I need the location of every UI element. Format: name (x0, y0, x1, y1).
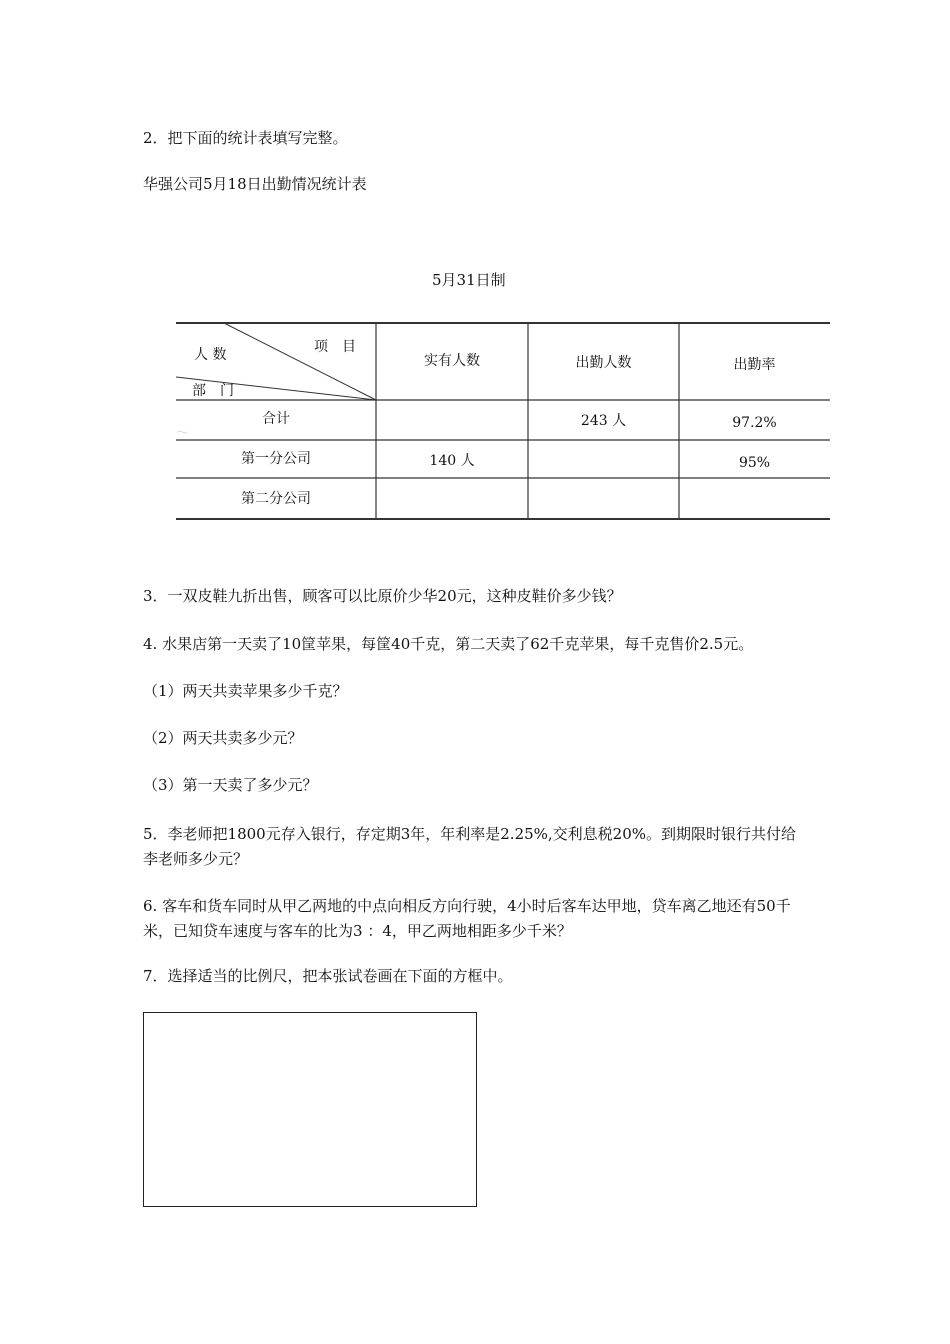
question-4-part-1: （1）两天共卖苹果多少千克？ (143, 682, 348, 700)
header-diag-item: 项 目 (314, 339, 356, 355)
row-total-dept: 合计 (262, 411, 290, 427)
question-4: 4. 水果店第一天卖了10筐苹果，每筐40千克，第二天卖了62千克苹果，每千克售价2.5元。 (143, 635, 754, 653)
row-branch2-dept: 第二分公司 (241, 491, 311, 507)
question-5: 5．李老师把1800元存入银行，存定期3年，年利率是2.25%,交利息税20%。到期限时银行共付给李老师多少元？ (143, 825, 797, 868)
row-total-present: 243 人 (580, 413, 627, 429)
question-4-part-2: （2）两天共卖多少元？ (143, 729, 303, 747)
row-total-rate: 97.2% (732, 415, 777, 431)
header-rate: 出勤率 (733, 357, 776, 373)
row-branch1-actual: 140 人 (429, 453, 475, 469)
question-4-part-3: （3）第一天卖了多少元？ (143, 776, 318, 794)
row-branch1-rate: 95% (738, 455, 771, 471)
header-diag-people: 人 数 (194, 347, 227, 363)
header-present: 出勤人数 (575, 355, 632, 371)
question-3: 3．一双皮鞋九折出售，顾客可以比原价少华20元，这种皮鞋价多少钱？ (143, 587, 622, 605)
header-actual: 实有人数 (424, 353, 480, 369)
q2-prompt: 2．把下面的统计表填写完整。 (143, 129, 348, 147)
bleed-through-ghost: ～ (176, 426, 554, 441)
table-date-note: 5月31日制 (432, 271, 506, 289)
question-6: 6. 客车和货车同时从甲乙两地的中点向相反方向行驶，4小时后客车达甲地，贷车离乙地还有50千米，已知贷车速度与客车的比为3 ：4，甲乙两地相距多少千米？ (143, 897, 791, 940)
attendance-table (176, 322, 830, 520)
row-branch1-dept: 第一分公司 (241, 451, 311, 467)
header-diag-dept: 部 门 (192, 383, 234, 399)
drawing-box[interactable] (143, 1012, 477, 1207)
table-title: 华强公司5月18日出勤情况统计表 (143, 175, 367, 193)
question-7: 7．选择适当的比例尺，把本张试卷画在下面的方框中。 (143, 967, 513, 985)
